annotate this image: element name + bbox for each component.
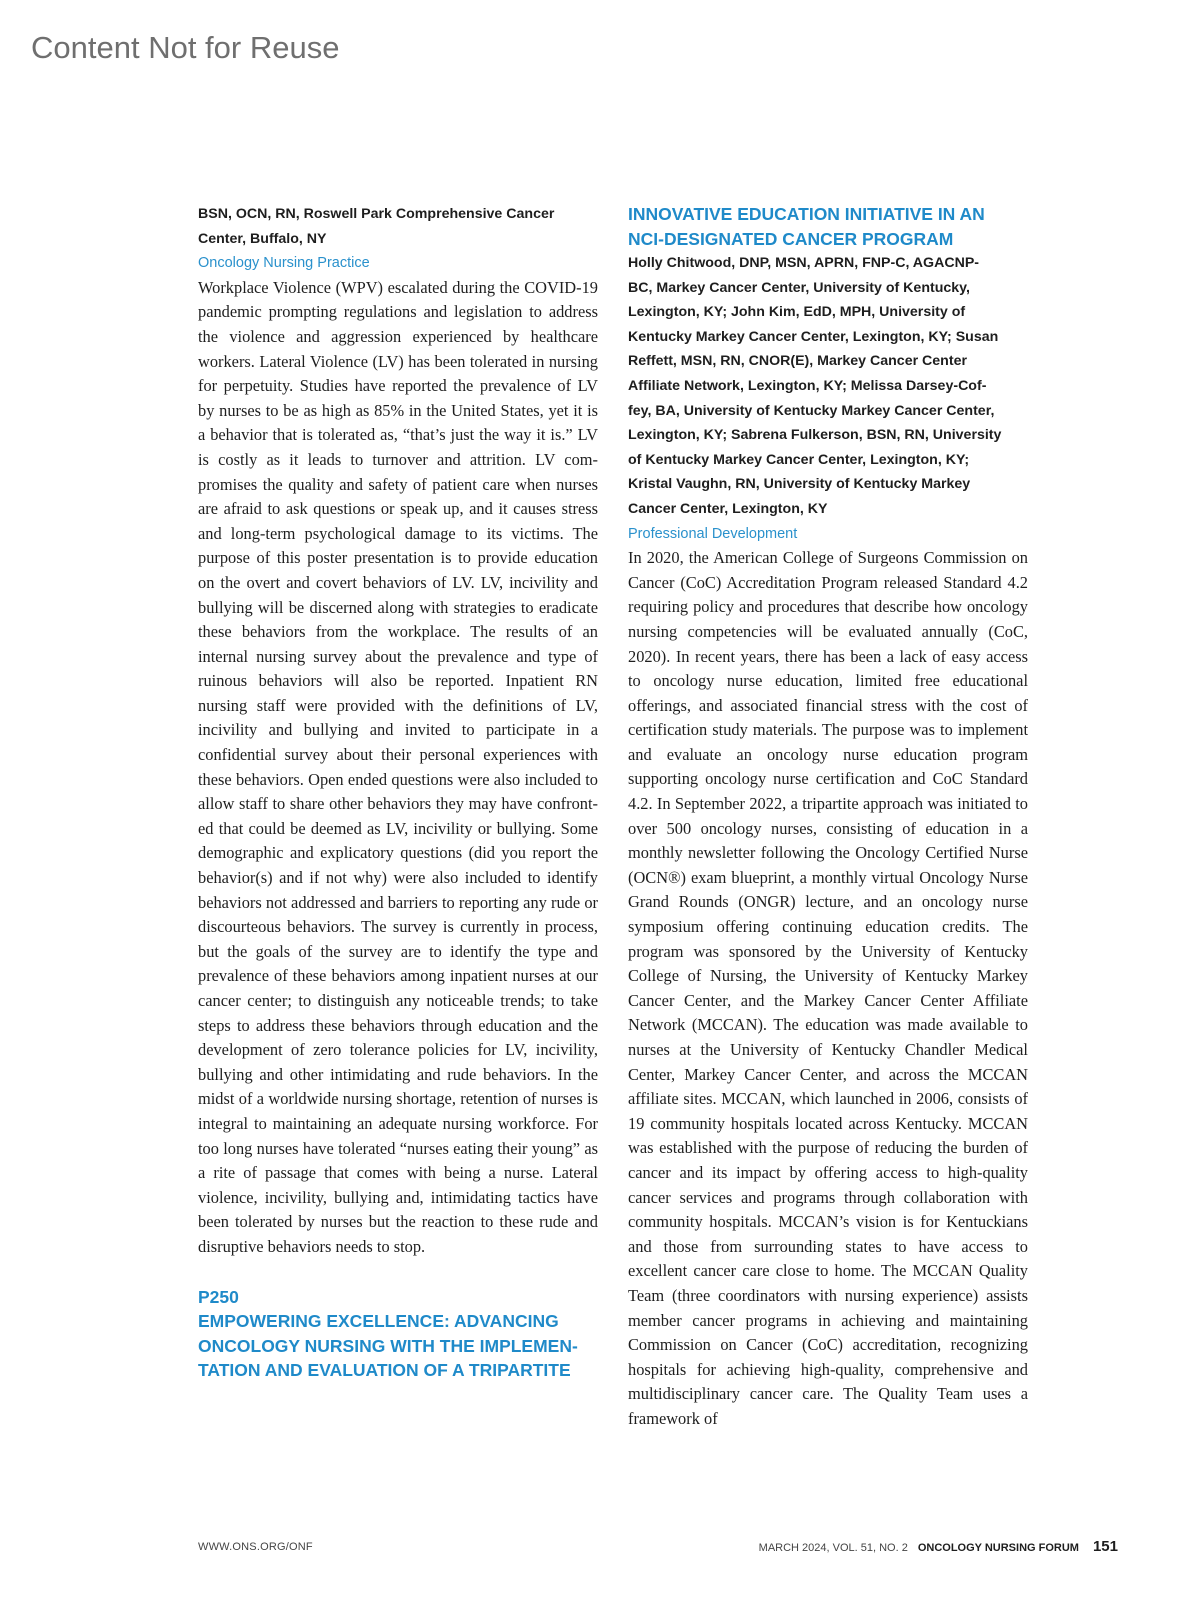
author-list	[628, 251, 1028, 522]
footer-issue: MARCH 2024, VOL. 51, NO. 2	[758, 1542, 908, 1554]
affiliation	[198, 202, 598, 251]
watermark: Content Not for Reuse	[31, 30, 340, 65]
page-number: 151	[1092, 1538, 1118, 1555]
author-line: Holly Chitwood, DNP, MSN, APRN, FNP-C, AGACNP-	[628, 255, 980, 271]
abstract-title-line: INNOVATIVE EDUCATION INITIATIVE IN AN	[628, 204, 985, 224]
footer-journal-name: ONCOLOGY NURSING FORUM	[917, 1542, 1079, 1554]
right-column	[628, 202, 1028, 1432]
author-line: Lexington, KY; John Kim, EdD, MPH, University of	[628, 304, 966, 321]
abstract-title	[628, 202, 1028, 251]
footer-issue-info	[759, 1538, 1118, 1555]
abstract-number: P250	[198, 1286, 239, 1307]
affiliation-line: BSN, OCN, RN, Roswell Park Comprehensive Cancer	[198, 206, 555, 222]
abstract-category: Professional Development	[628, 525, 798, 542]
abstract-title-line: NCI-DESIGNATED CANCER PROGRAM	[628, 228, 954, 249]
abstract-category: Oncology Nursing Practice	[198, 255, 370, 272]
abstract-body: In 2020, the American College of Surgeons Commission on Cancer (CoC) Accreditation Program released Standard 4.2 requiring policy and procedures that describe how oncology nursing competencies will be evaluated annually (CoC, 2020). In recent years, there has been a lack of easy access to oncology nurse education, limited free educational offerings, and associated financial stress with the cost of certification study materials. The purpose was to implement and evaluate an oncology nurse education program supporting oncology nurse certification and CoC Standard 4.2. In September 2022, a tripartite approach was initiated to over 500 oncology nurses, consisting of education in a monthly newsletter following the Oncology Certified Nurse (OCN®) exam blueprint, a monthly virtual Oncology Nurse Grand Rounds (ONGR) lecture, and an oncology nurse symposium offering continuing education credits. The program was sponsored by the University of Kentucky College of Nursing, the University of Kentucky Markey Cancer Center, and the Markey Cancer Center Affiliate Network (MCCAN). The education was made available to nurses at the University of Kentucky Chandler Medical Center, Markey Cancer Center, and across the MCCAN affiliate sites. MCCAN, which launched in 2006, consists of 19 community hospitals located across Kentucky. MCCAN was established with the purpose of reducing the burden of cancer and its impact by offering access to high-quality cancer services and programs through collaboration with community hospitals. MCCAN’s vision is for Kentuckians and those from surrounding states to have access to excellent cancer care close to home. The MCCAN Quality Team (three coordinators with nursing experience) assists member cancer programs in achieving and maintaining Commission on Cancer (CoC) accreditation, recognizing hospitals for achieving high-quality, comprehensive and multidisciplinary cancer care. The Quality Team uses a framework of	[628, 548, 1028, 1428]
author-line: of Kentucky Markey Cancer Center, Lexington, KY;	[628, 451, 970, 468]
author-line: fey, BA, University of Kentucky Markey Cancer Center,	[628, 402, 995, 419]
next-abstract-heading	[198, 1285, 598, 1383]
author-line: Lexington, KY; Sabrena Fulkerson, BSN, RN, University	[628, 427, 1002, 444]
author-line: Kentucky Markey Cancer Center, Lexington, KY; Susan	[628, 328, 999, 345]
abstract-title-line: TATION AND EVALUATION OF A TRIPARTITE	[198, 1360, 571, 1381]
abstract-title-line: EMPOWERING EXCELLENCE: ADVANCING	[198, 1311, 559, 1332]
abstract-title-line: ONCOLOGY NURSING WITH THE IMPLEMEN-	[198, 1335, 578, 1356]
author-line: Reffett, MSN, RN, CNOR(E), Markey Cancer Center	[628, 353, 967, 370]
abstract-body: Workplace Violence (WPV) escalated during the COVID-19 pandemic prompting regulations and legislation to address the violence and aggression experienced by healthcare workers. Lateral Violence (LV) has been tolerated in nursing for perpetuity. Studies have reported the prevalence of LV by nurses to be as high as 85% in the United States, yet it is a behavior that is tolerated as, “that’s just the way it is.” LV is costly as it leads to turnover and attrition. LV compromises the quality and safety of patient care when nurses are afraid to ask questions or speak up, and it causes stress and long-term psychological damage to its victims. The purpose of this poster presentation is to provide education on the overt and covert behaviors of LV. LV, incivility and bullying will be discerned along with strategies to eradicate these behaviors from the workplace. The results of an internal nursing survey about the prevalence and type of ruinous behaviors will also be reported. Inpatient RN nursing staff were provided with the definitions of LV, incivility and bullying and invited to participate in a confidential survey about their personal experiences with these behaviors. Open ended questions were also included to allow staff to share other behaviors they may have confronted that could be deemed as LV, incivility or bullying. Some demographic and explicatory questions (did you report the behavior(s) and if not why) were also included to identify behaviors not addressed and barriers to reporting any rude or discourteous behaviors. The survey is currently in process, but the goals of the survey are to identify the type and prevalence of these behaviors among inpatient nurses at our cancer center; to distinguish any noticeable trends; to take steps to address these behaviors through education and the development of zero tolerance policies for LV, incivility, bullying and other intimidating and rude behaviors. In the midst of a worldwide nursing shortage, retention of nurses is integral to maintaining an adequate nursing workforce. For too long nurses have tolerated “nurses eating their young” as a rite of passage that comes with being a nurse. Lateral violence, incivility, bullying and, intimidating tactics have been tolerated by nurses but the reaction to these rude and disruptive behaviors needs to stop.	[198, 277, 598, 1256]
footer-url: WWW.ONS.ORG/ONF	[198, 1541, 313, 1553]
author-line: BC, Markey Cancer Center, University of Kentucky,	[628, 279, 970, 296]
author-line: Kristal Vaughn, RN, University of Kentucky Markey	[628, 476, 971, 493]
affiliation-line: Center, Buffalo, NY	[198, 230, 327, 247]
author-line: Affiliate Network, Lexington, KY; Melissa Darsey-Cof-	[628, 377, 987, 394]
author-line: Cancer Center, Lexington, KY	[628, 500, 828, 517]
left-column	[198, 202, 598, 1383]
